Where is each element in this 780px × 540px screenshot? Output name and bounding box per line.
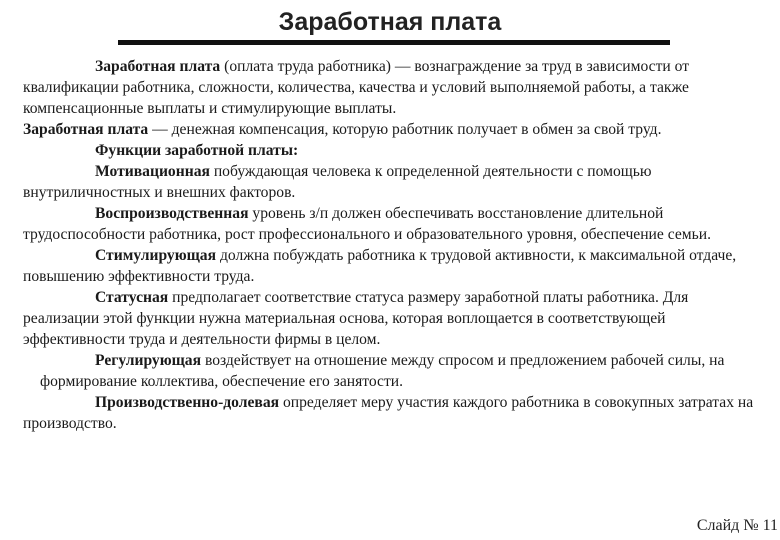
function-text: воздействует на отношение между спросом и предложением рабочей силы, на формирование коллектива, обеспечение его занятости. xyxy=(40,352,725,390)
function-text: предполагает соответствие статуса размеру заработной платы работника. Для реализации этой функции нужна материальная основа, которая воплощается в соответствующей эффективности труда и деятельности фирмы в целом. xyxy=(23,289,689,348)
definition-text: — денежная компенсация, которую работник получает в обмен за свой труд. xyxy=(148,121,662,138)
function-term: Статусная xyxy=(95,289,169,306)
function-item-regulating xyxy=(23,350,761,392)
function-term: Воспроизводственная xyxy=(95,205,249,222)
function-item-stimulating xyxy=(23,245,761,287)
functions-heading-text: Функции заработной платы: xyxy=(95,142,299,159)
function-text: должна побуждать работника к трудовой активности, к максимальной отдаче, повышению эффективности труда. xyxy=(23,247,737,285)
slide-body xyxy=(23,56,761,434)
functions-heading xyxy=(23,140,761,161)
function-term: Производственно-долевая xyxy=(95,394,280,411)
function-term: Мотивационная xyxy=(95,163,210,180)
page-title: Заработная плата xyxy=(278,8,502,36)
title-underline xyxy=(118,40,670,45)
paragraph-definition-2 xyxy=(23,119,761,140)
function-item-production-share xyxy=(23,392,761,434)
function-item-motivational xyxy=(23,161,761,203)
term-salary: Заработная плата xyxy=(95,58,221,75)
function-item-status xyxy=(23,287,761,350)
slide-number: Слайд № 11 xyxy=(696,517,778,534)
function-text: уровень з/п должен обеспечивать восстановление длительной трудоспособности работника, рост профессионального и образовательного уровня, обеспечение семьи. xyxy=(23,205,711,243)
function-text: побуждающая человека к определенной деятельности с помощью внутриличностных и внешних факторов. xyxy=(23,163,652,201)
term-salary: Заработная плата xyxy=(23,121,149,138)
function-text: определяет меру участия каждого работника в совокупных затратах на производство. xyxy=(23,394,754,432)
definition-text: (оплата труда работника) — вознаграждение за труд в зависимости от квалификации работника, сложности, количества, качества и условий выполняемой работы, а также компенсационные выплаты и стимулирующие выплаты. xyxy=(23,58,690,117)
function-term: Регулирующая xyxy=(95,352,202,369)
function-item-reproductive xyxy=(23,203,761,245)
paragraph-definition-1 xyxy=(23,56,761,119)
function-term: Стимулирующая xyxy=(95,247,217,264)
